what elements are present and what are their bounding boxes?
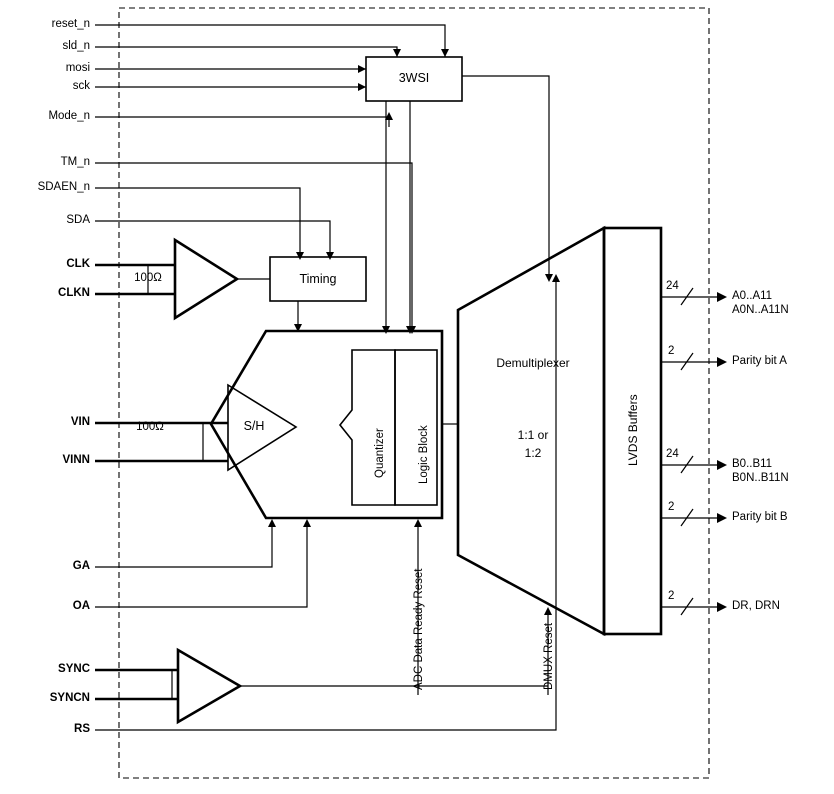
output-label-out-a-line2: A0N..A11N (732, 304, 789, 316)
wire-sdaen-n (95, 188, 300, 256)
resistor-label-clk: 100Ω (134, 272, 162, 284)
input-label-mode-n: Mode_n (48, 110, 90, 122)
wire-mode-n (95, 117, 389, 118)
block-quantizer (340, 350, 395, 505)
block-label-timing: Timing (299, 272, 337, 286)
bus-count-parity-b: 2 (668, 501, 675, 513)
output-label-data-ready: DR, DRN (732, 600, 780, 612)
output-label-out-a-line1: A0..A11 (732, 290, 773, 302)
arrow-sck (358, 83, 366, 91)
wire-rs (95, 278, 556, 730)
input-label-mosi: mosi (65, 62, 90, 74)
input-label-clk: CLK (66, 258, 90, 270)
bus-count-out-a: 24 (666, 280, 679, 292)
arrow-reset-n (441, 49, 449, 57)
resistor-label-vin: 100Ω (136, 421, 164, 433)
block-label-demultiplexer: Demultiplexer (496, 356, 570, 370)
signal-label-dmux-reset: DMUX Reset (543, 622, 555, 690)
bus-count-out-b: 24 (666, 448, 679, 460)
wire-sld-n (95, 47, 397, 57)
arrow-3wsi-out (545, 274, 553, 282)
arrow-parity-b (717, 513, 727, 523)
input-label-syncn: SYNCN (49, 692, 90, 704)
sync-buffer (178, 650, 240, 722)
arrow-data-ready (717, 602, 727, 612)
output-label-out-b-line1: B0..B11 (732, 458, 773, 470)
output-label-parity-b: Parity bit B (732, 511, 788, 523)
bus-count-parity-a: 2 (668, 345, 675, 357)
wire-reset-n (95, 25, 445, 57)
arrow-ga (268, 519, 276, 527)
input-label-reset-n: reset_n (51, 18, 90, 30)
input-label-sld-n: sld_n (62, 40, 90, 52)
wire-ga (95, 523, 272, 567)
output-label-out-b-line2: B0N..B11N (732, 472, 789, 484)
arrow-out-b (717, 460, 727, 470)
input-label-rs: RS (74, 723, 90, 735)
arrow-sld-n (393, 49, 401, 57)
signal-label-adc-data-ready-reset: ADC Data Ready Reset (413, 568, 425, 690)
input-label-ga: GA (72, 560, 90, 572)
block-label-3wsi: 3WSI (398, 71, 430, 85)
input-label-vin: VIN (70, 416, 90, 428)
input-label-tm-n: TM_n (60, 156, 90, 168)
arrow-adc-data-ready-reset (414, 519, 422, 527)
arrow-oa (303, 519, 311, 527)
wire-oa (95, 523, 307, 607)
input-label-oa: OA (72, 600, 90, 612)
bus-count-data-ready: 2 (668, 590, 675, 602)
arrow-parity-a (717, 357, 727, 367)
arrow-dmux-reset (544, 607, 552, 615)
block-label-quantizer: Quantizer (374, 428, 386, 478)
input-label-sdaen-n: SDAEN_n (37, 181, 90, 193)
input-label-clkn: CLKN (58, 287, 90, 299)
wire-3wsi-out (462, 76, 549, 278)
output-label-parity-a: Parity bit A (732, 355, 787, 367)
block-logic (395, 350, 437, 505)
arrow-sda (326, 252, 334, 260)
clk-buffer (175, 240, 237, 318)
block-label-demux-ratio-1: 1:1 or (517, 428, 549, 442)
block-label-demux-ratio-2: 1:2 (524, 446, 542, 460)
block-label-sample-hold: S/H (243, 419, 265, 433)
input-label-sync: SYNC (58, 663, 90, 675)
arrow-mosi (358, 65, 366, 73)
input-label-sck: sck (72, 80, 90, 92)
input-label-sda: SDA (66, 214, 90, 226)
wire-sda (95, 221, 330, 256)
input-label-vinn: VINN (62, 454, 90, 466)
arrow-sdaen-n (296, 252, 304, 260)
arrow-rs (552, 274, 560, 282)
block-label-logic: Logic Block (418, 425, 430, 484)
arrow-out-a (717, 292, 727, 302)
block-label-lvds-buffers: LVDS Buffers (626, 394, 640, 466)
